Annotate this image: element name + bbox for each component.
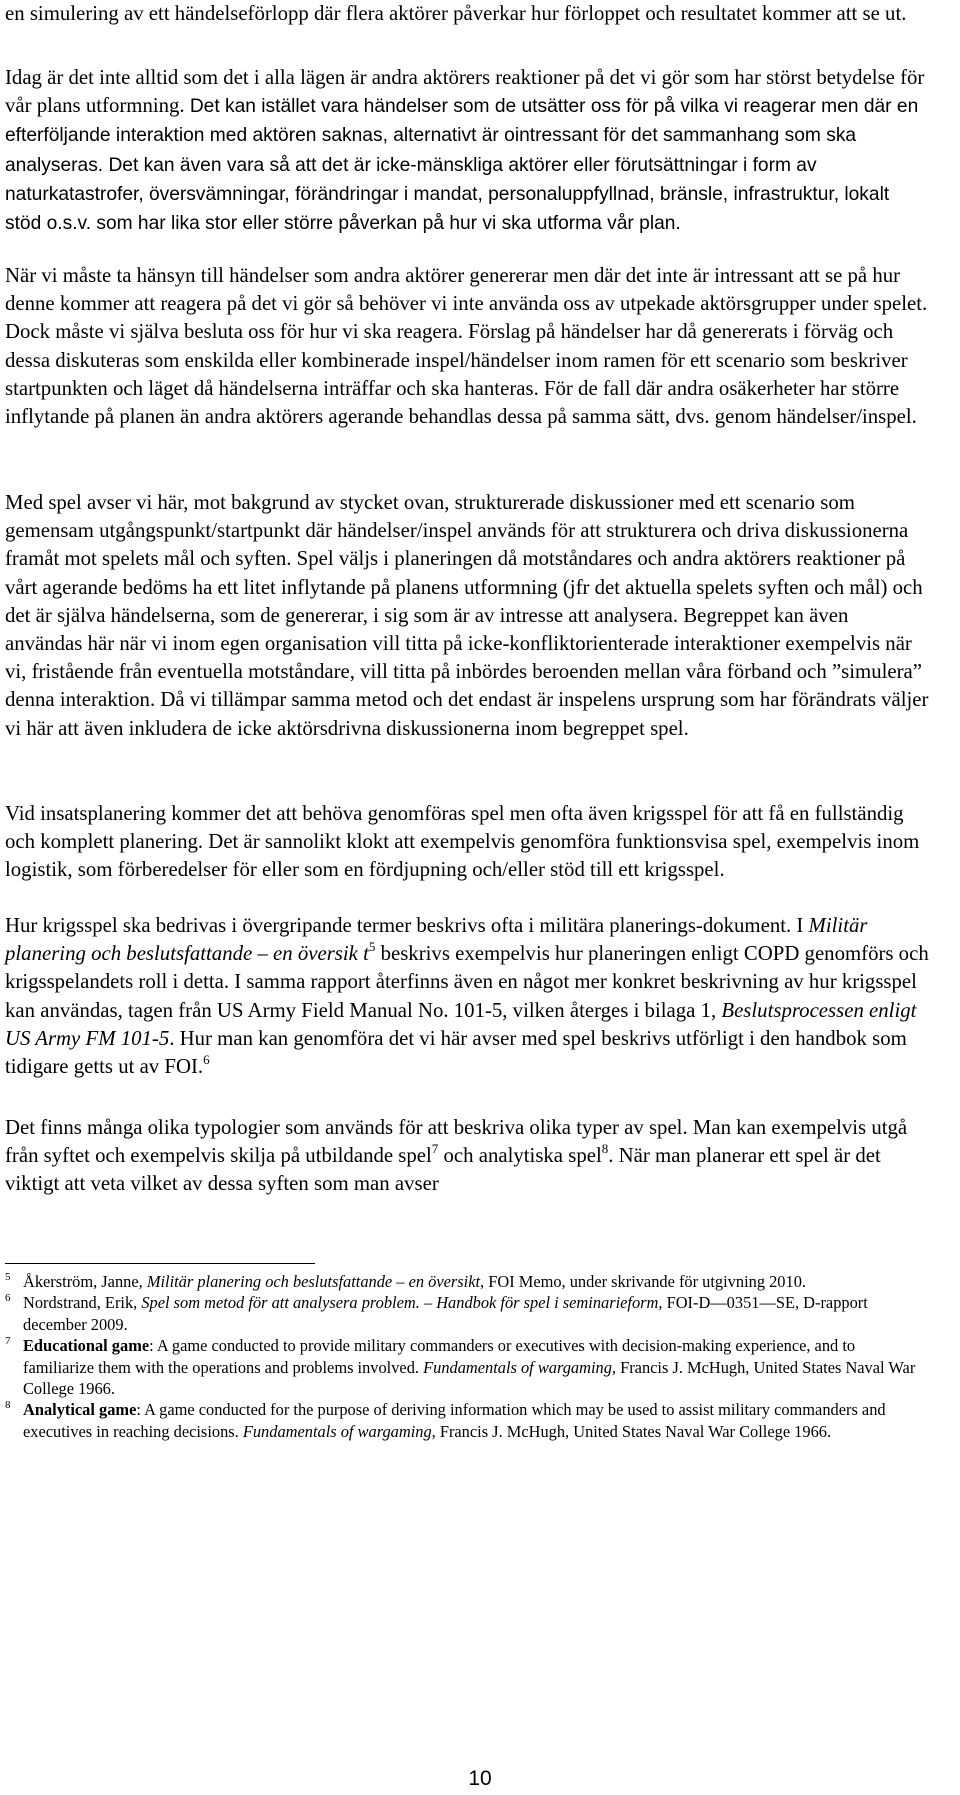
footnote-5	[5, 1271, 930, 1292]
footnote-6	[5, 1292, 930, 1335]
appendix-title-italic: Beslutsprocessen enligt US Army FM 101-5	[5, 998, 917, 1050]
footnote-text: : A game conducted to provide military commanders or executives with decision-making experience, and to familiarize them with the operations and problems involved.	[23, 1336, 856, 1377]
paragraph-5-text: Vid insatsplanering kommer det att behöva genomföras spel men ofta även krigsspel för att få en fullständig och komplett planering. Det är sannolikt klokt att exempelvis genomföra funktionsvisa spel, exempelvis inom logistik, som förberedelser för eller som en fördjupning och/eller stöd till ett krigsspel.	[5, 802, 920, 882]
footnote-mark: 7	[5, 1335, 11, 1348]
paragraph-2-text-a: Idag är det inte alltid som det i alla lägen är andra aktörers reaktioner på det vi gör som har störst betydelse för vår plans utformning.	[5, 66, 925, 118]
footnote-ref-6[interactable]: 6	[203, 1052, 210, 1068]
paragraph-7-text-c: . När man planerar ett spel är det viktigt att veta vilket av dessa syften som man avser	[5, 1144, 881, 1196]
footnote-mark: 5	[5, 1271, 11, 1283]
paragraph-7-text-a: Det finns många olika typologier som används för att beskriva olika typer av spel. Man kan exempelvis utgå från syftet och exempelvis skilja på utbildande spel	[5, 1116, 908, 1168]
paragraph-5	[5, 800, 930, 885]
footnote-title-italic: Fundamentals of wargaming	[242, 1421, 432, 1441]
footnote-ref-7[interactable]: 7	[431, 1141, 439, 1157]
paragraph-7-text-b: och analytiska spel	[438, 1144, 602, 1168]
paragraph-4	[5, 489, 930, 743]
footnote-8	[5, 1399, 930, 1442]
paragraph-7	[5, 1114, 930, 1199]
paragraph-6	[5, 912, 930, 1081]
page-number: 10	[468, 1767, 492, 1790]
footnote-7	[5, 1335, 930, 1399]
footnote-mark: 8	[5, 1399, 11, 1412]
paragraph-1-text: en simulering av ett händelseförlopp där flera aktörer påverkar hur förloppet och resultatet kommer att se ut.	[5, 2, 907, 25]
paragraph-4-text: Med spel avser vi här, mot bakgrund av stycket ovan, strukturerade diskussioner med ett scenario som gemensam utgångspunkt/startpunkt där händelser/inspel används för att strukturera och driva diskussionerna framåt mot spelets mål och syften. Spel väljs i planeringen då motståndares och andra aktörers reaktioner på vårt agerande bedöms ha ett litet inflytande på planens utformning (jfr det aktuella spelets syften och mål) och det är själva händelserna, som de genererar, i sig som är av intresse att analysera. Begreppet kan även användas här när vi inom egen organisation vill titta på icke-konfliktorienterade interaktioner exempelvis när vi, fristående från eventuella motståndare, vill titta på inbördes beroenden mellan våra förband och ”simulera” denna interaktion. Då vi tillämpar samma metod och det endast är inspelens ursprung som har förändrats väljer vi här att även inkludera de icke aktörsdrivna diskussionerna inom begreppet spel.	[5, 491, 929, 740]
footnote-title-italic: Fundamentals of wargaming	[423, 1357, 612, 1377]
paragraph-3	[5, 262, 930, 431]
footnote-title-italic: Spel som metod för att analysera problem. – Handbok för spel i seminarieform,	[141, 1293, 663, 1313]
report-title-italic: Militär planering och beslutsfattande – en översik t	[5, 914, 868, 966]
footnote-title-italic: Militär planering och beslutsfattande – en översikt	[146, 1272, 481, 1291]
footnote-text: FOI-D—0351—SE, D-rapport december 2009.	[23, 1293, 868, 1334]
footnote-text: : A game conducted for the purpose of deriving information which may be used to assist military commanders and executives in reaching decisions.	[23, 1400, 886, 1441]
footnote-term-bold: Analytical game	[23, 1400, 137, 1420]
paragraph-2	[5, 64, 930, 238]
paragraph-1	[5, 0, 930, 28]
paragraph-2-text-b: Det kan istället vara händelser som de utsätter oss för på vilka vi reagerar men där en efterföljande interaktion med aktören saknas, alternativt är ointressant för det sammanhang som ska analyseras. Det kan även vara så att det är icke-mänskliga aktörer eller förutsättningar i form av naturkatastrofer, översvämningar, förändringar i mandat, personaluppfyllnad, bränsle, infrastruktur, lokalt stöd o.s.v. som har lika stor eller större påverkan på hur vi ska utforma vår plan.	[5, 96, 919, 235]
footnote-text: Åkerström, Janne,	[23, 1272, 147, 1291]
paragraph-6-text-a: Hur krigsspel ska bedrivas i övergripande termer beskrivs ofta i militära planerings-dokument. I	[5, 914, 809, 937]
footnote-text: Nordstrand, Erik,	[23, 1293, 142, 1313]
footnote-ref-8[interactable]: 8	[601, 1141, 609, 1157]
footnote-mark: 6	[5, 1292, 11, 1305]
footnote-term-bold: Educational game	[23, 1336, 150, 1356]
paragraph-3-text: När vi måste ta hänsyn till händelser som andra aktörer genererar men där det inte är intressant att se på hur denne kommer att reagera på det vi gör så behöver vi inte använda oss av utpekade aktörsgrupper under spelet. Dock måste vi själva besluta oss för hur vi ska reagera. Förslag på händelser har då genererats i förväg och dessa diskuteras som enskilda eller kombinerade inspel/händelser inom ramen för ett scenario som beskriver startpunkten och läget då händelserna inträffar och ska hanteras. För de fall där andra osäkerheter har större inflytande på planen än andra aktörers agerande behandlas dessa på samma sätt, dvs. genom händelser/inspel.	[5, 264, 928, 429]
paragraph-6-text-b: beskrivs exempelvis hur planeringen enligt COPD genomförs och krigsspelandets roll i detta. I samma rapport återfinns även en något mer konkret beskrivning av hur krigsspel kan användas, tagen från US Army Field Manual No. 101-5, vilken återges i bilaga 1,	[5, 942, 929, 1022]
footnote-separator	[5, 1263, 315, 1264]
footnotes	[5, 1271, 930, 1442]
paragraph-6-text-c: . Hur man kan genomföra det vi här avser med spel beskrivs utförligt i den handbok som tidigare getts ut av FOI.	[5, 1026, 907, 1079]
footnote-text: , FOI Memo, under skrivande för utgivning 2010.	[480, 1272, 806, 1291]
footnote-ref-5[interactable]: 5	[368, 939, 376, 955]
footnote-text: , Francis J. McHugh, United States Naval War College 1966.	[23, 1357, 916, 1399]
footnote-text: , Francis J. McHugh, United States Naval War College 1966.	[431, 1421, 832, 1441]
